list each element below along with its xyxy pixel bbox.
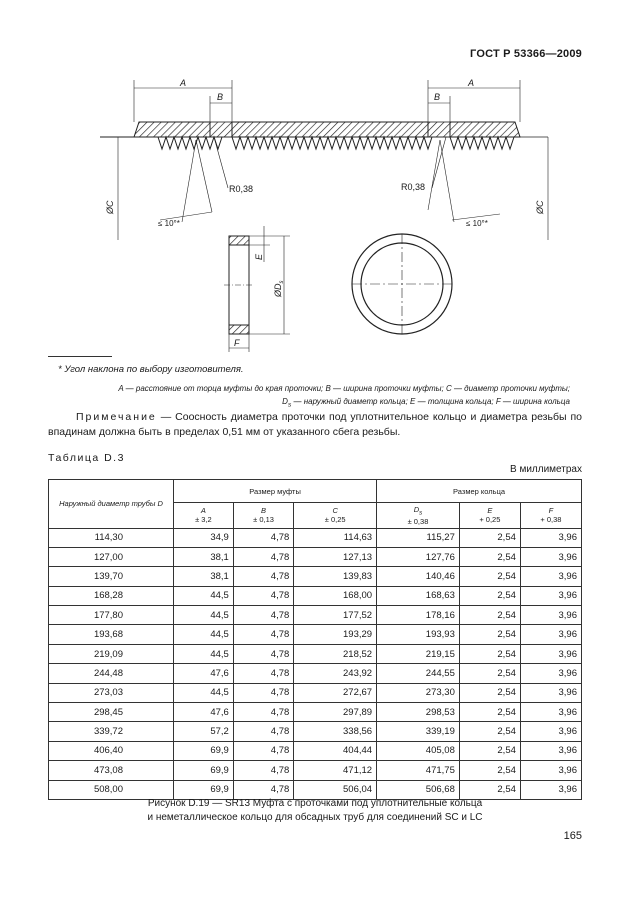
table-cell: 114,30 — [49, 528, 174, 547]
table-cell: 2,54 — [459, 780, 520, 799]
label-b-right: B — [434, 92, 441, 102]
table-cell: 57,2 — [174, 722, 234, 741]
coupling-section — [100, 80, 548, 240]
header-ring-size: Размер кольца — [377, 480, 582, 503]
table-cell: 2,54 — [459, 761, 520, 780]
table-cell: 2,54 — [459, 741, 520, 760]
table-row — [49, 722, 582, 741]
table-cell: 3,96 — [520, 567, 581, 586]
table-cell: 168,28 — [49, 586, 174, 605]
table-cell: 4,78 — [233, 761, 293, 780]
table-row — [49, 625, 582, 644]
column-header-e: E + 0,25 — [459, 503, 520, 529]
label-f: F — [234, 338, 240, 348]
label-e: E — [254, 253, 264, 260]
table-cell: 4,78 — [233, 703, 293, 722]
table-cell: 3,96 — [520, 741, 581, 760]
legend — [48, 382, 570, 412]
table-cell: 3,96 — [520, 528, 581, 547]
table-cell: 34,9 — [174, 528, 234, 547]
column-header-c: C ± 0,25 — [294, 503, 377, 529]
table-cell: 115,27 — [377, 528, 460, 547]
table-row — [49, 683, 582, 702]
table-cell: 193,29 — [294, 625, 377, 644]
table-cell: 297,89 — [294, 703, 377, 722]
table-cell: 3,96 — [520, 547, 581, 566]
table-cell: 44,5 — [174, 683, 234, 702]
table-cell: 3,96 — [520, 644, 581, 663]
table-cell: 168,00 — [294, 586, 377, 605]
table-cell: 38,1 — [174, 567, 234, 586]
table-row — [49, 644, 582, 663]
label-angle-right: ≤ 10°* — [466, 219, 488, 228]
table-cell: 2,54 — [459, 567, 520, 586]
table-cell: 114,63 — [294, 528, 377, 547]
column-header-a: A ± 3,2 — [174, 503, 234, 529]
table-cell: 406,40 — [49, 741, 174, 760]
table-cell: 4,78 — [233, 741, 293, 760]
label-angle-left: ≤ 10°* — [158, 219, 180, 228]
table-cell: 298,53 — [377, 703, 460, 722]
table-cell: 3,96 — [520, 703, 581, 722]
table-cell: 3,96 — [520, 606, 581, 625]
technical-drawing — [0, 0, 630, 360]
table-cell: 3,96 — [520, 586, 581, 605]
legend-line-2: $D_s$ — наружный диаметр кольца; E — толщина кольца; F — ширина кольца — [282, 397, 570, 409]
table-cell: 44,5 — [174, 606, 234, 625]
table-cell: 193,68 — [49, 625, 174, 644]
table-cell: 44,5 — [174, 586, 234, 605]
table-cell: 3,96 — [520, 625, 581, 644]
table-cell: 339,72 — [49, 722, 174, 741]
table-row — [49, 703, 582, 722]
table-cell: 471,12 — [294, 761, 377, 780]
table-cell: 3,96 — [520, 664, 581, 683]
column-header-f: F + 0,38 — [520, 503, 581, 529]
table-cell: 508,00 — [49, 780, 174, 799]
standard-number: ГОСТ Р 53366—2009 — [470, 48, 582, 60]
table-cell: 2,54 — [459, 703, 520, 722]
table-row — [49, 567, 582, 586]
table-cell: 4,78 — [233, 606, 293, 625]
label-b-left: B — [217, 92, 224, 102]
table-cell: 338,56 — [294, 722, 377, 741]
table-cell: 178,16 — [377, 606, 460, 625]
figure-caption-line-2: и неметаллическое кольцо для обсадных труб для соединений SC и LC — [147, 812, 483, 823]
table-cell: 405,08 — [377, 741, 460, 760]
legend-line-1: A — расстояние от торца муфты до края проточки; B — ширина проточки муфты; C — диаметр проточки муфты; — [118, 384, 570, 393]
table-cell: 47,6 — [174, 703, 234, 722]
table-row — [49, 528, 582, 547]
table-cell: 4,78 — [233, 586, 293, 605]
table-cell: 4,78 — [233, 664, 293, 683]
note-label: Примечание — [76, 411, 157, 423]
table-cell: 2,54 — [459, 644, 520, 663]
page-number: 165 — [563, 830, 582, 842]
table-cell: 69,9 — [174, 780, 234, 799]
table-cell: 2,54 — [459, 722, 520, 741]
table-cell: 4,78 — [233, 547, 293, 566]
table-cell: 4,78 — [233, 625, 293, 644]
header-pipe-diameter: Наружный диаметр трубы D — [49, 480, 174, 529]
table-cell: 69,9 — [174, 741, 234, 760]
table-cell: 4,78 — [233, 644, 293, 663]
table-cell: 2,54 — [459, 586, 520, 605]
table-cell: 471,75 — [377, 761, 460, 780]
table-cell: 127,13 — [294, 547, 377, 566]
column-header-b: B ± 0,13 — [233, 503, 293, 529]
label-r-right: R0,38 — [401, 182, 426, 192]
table-cell: 4,78 — [233, 567, 293, 586]
table-cell: 139,83 — [294, 567, 377, 586]
table-row — [49, 664, 582, 683]
label-dia-c-right: ØC — [535, 200, 545, 214]
table-cell: 3,96 — [520, 780, 581, 799]
table-row — [49, 547, 582, 566]
table-cell: 140,46 — [377, 567, 460, 586]
table-row — [49, 741, 582, 760]
table-cell: 2,54 — [459, 528, 520, 547]
table-cell: 177,52 — [294, 606, 377, 625]
table-cell: 168,63 — [377, 586, 460, 605]
table-row — [49, 606, 582, 625]
table-cell: 244,55 — [377, 664, 460, 683]
table-cell: 4,78 — [233, 722, 293, 741]
table-cell: 244,48 — [49, 664, 174, 683]
table-cell: 2,54 — [459, 683, 520, 702]
note — [48, 410, 582, 440]
label-r-left: R0,38 — [229, 184, 254, 194]
figure-caption — [48, 797, 582, 825]
table-cell: 4,78 — [233, 528, 293, 547]
table-cell: 4,78 — [233, 780, 293, 799]
label-dia-c-left: ØC — [105, 200, 115, 214]
ring-front-view — [352, 234, 452, 334]
table-cell: 44,5 — [174, 625, 234, 644]
footnote-rule — [48, 356, 112, 357]
table-cell: 2,54 — [459, 664, 520, 683]
table-cell: 219,09 — [49, 644, 174, 663]
table-cell: 273,03 — [49, 683, 174, 702]
table-cell: 506,04 — [294, 780, 377, 799]
label-a-right: A — [468, 78, 475, 88]
table-cell: 4,78 — [233, 683, 293, 702]
table-cell: 404,44 — [294, 741, 377, 760]
table-cell: 273,30 — [377, 683, 460, 702]
table-cell: 298,45 — [49, 703, 174, 722]
column-header-ds: $D_s$ ± 0,38 — [377, 503, 460, 529]
header-coupling-size: Размер муфты — [174, 480, 377, 503]
dimensions-table — [48, 479, 582, 800]
table-units: В миллиметрах — [510, 464, 582, 475]
table-cell: 193,93 — [377, 625, 460, 644]
table-row — [49, 761, 582, 780]
label-dia-ds: $ØD_s$ — [273, 280, 285, 297]
table-cell: 69,9 — [174, 761, 234, 780]
table-cell: 2,54 — [459, 625, 520, 644]
table-cell: 243,92 — [294, 664, 377, 683]
footnote: * Угол наклона по выбору изготовителя. — [58, 364, 244, 375]
table-cell: 139,70 — [49, 567, 174, 586]
note-text: — Соосность диаметра проточки под уплотнительное кольцо и диаметра резьбы по впадинам должна быть в пределах 0,51 мм от указанного сбега резьбы. — [48, 411, 582, 438]
table-cell: 272,67 — [294, 683, 377, 702]
table-cell: 3,96 — [520, 761, 581, 780]
table-cell: 2,54 — [459, 606, 520, 625]
table-cell: 506,68 — [377, 780, 460, 799]
table-cell: 44,5 — [174, 644, 234, 663]
table-cell: 47,6 — [174, 664, 234, 683]
table-cell: 127,00 — [49, 547, 174, 566]
table-body — [49, 528, 582, 799]
label-a-left: A — [180, 78, 187, 88]
table-cell: 3,96 — [520, 722, 581, 741]
table-cell: 473,08 — [49, 761, 174, 780]
table-cell: 127,76 — [377, 547, 460, 566]
table-caption: Таблица D.3 — [48, 452, 125, 464]
table-row — [49, 586, 582, 605]
table-cell: 38,1 — [174, 547, 234, 566]
figure-caption-line-1: Рисунок D.19 — SR13 Муфта с проточками под уплотнительные кольца — [147, 798, 483, 809]
table-cell: 339,19 — [377, 722, 460, 741]
table-cell: 177,80 — [49, 606, 174, 625]
table-cell: 3,96 — [520, 683, 581, 702]
table-cell: 219,15 — [377, 644, 460, 663]
table-cell: 2,54 — [459, 547, 520, 566]
table-cell: 218,52 — [294, 644, 377, 663]
